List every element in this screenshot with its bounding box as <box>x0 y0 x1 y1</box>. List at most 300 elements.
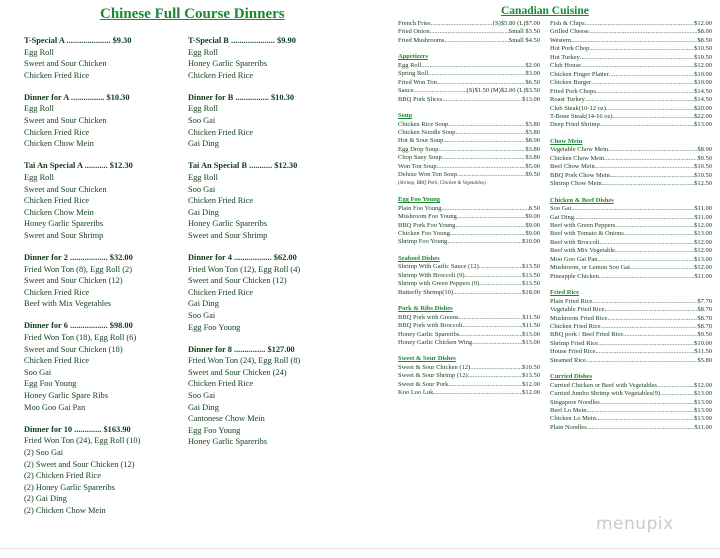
menu-item <box>398 20 540 28</box>
item-price: $10.50 <box>522 363 540 371</box>
item-price: $20.00 <box>694 104 712 112</box>
item-name: Shrimp with Green Peppers (9) <box>398 280 480 288</box>
dot-leader <box>438 146 525 154</box>
section-gap <box>550 130 712 134</box>
item-price: $13.00 <box>694 121 712 129</box>
dot-leader <box>457 171 525 179</box>
chinese-dinners-title: Chinese Full Course Dinners <box>100 6 285 22</box>
dinner-item: Soo Gai <box>188 184 216 194</box>
item-name: Chicken Rice Soup <box>398 120 449 128</box>
menu-item <box>550 180 712 188</box>
item-name: BBQ Pork Foo Young <box>398 221 456 229</box>
dinners-column-1 <box>24 35 176 527</box>
section-title: Seafood Dishes <box>398 254 440 262</box>
item-name: Beef with Tomato & Onions <box>550 230 624 238</box>
dinner-block <box>24 320 176 413</box>
menu-item <box>550 239 712 247</box>
menu-item <box>550 71 712 79</box>
dot-leader <box>596 88 694 96</box>
item-price: $11.50 <box>522 322 540 330</box>
dot-leader <box>660 390 694 398</box>
section-gap <box>550 189 712 193</box>
dot-leader <box>608 146 697 154</box>
dinner-item: Chicken Fried Rice <box>24 70 90 80</box>
dinner-item: Fried Won Ton (18), Egg Roll (6) <box>24 333 137 343</box>
item-name: House Fried Rice <box>550 348 596 356</box>
dinner-item: Soo Gai <box>24 367 52 377</box>
dinner-item: Chicken Chow Mein <box>24 139 94 149</box>
item-price: 8.50 <box>528 204 540 212</box>
dinner-item: Honey Garlic Spareribs <box>188 59 268 69</box>
dinner-item: Soo Gai <box>188 116 216 126</box>
item-price: $9.50 <box>697 331 712 339</box>
item-name: Chicken Burger <box>550 79 592 87</box>
item-price: $14.50 <box>694 96 712 104</box>
menu-column-4 <box>550 20 712 436</box>
item-name: Shrimp Foo Young <box>398 238 448 246</box>
dot-leader <box>437 163 526 171</box>
dinner-item: Sweet and Sour Chicken <box>24 184 107 194</box>
dinner-item: Chicken Fried Rice <box>188 196 254 206</box>
item-name: Grilled Cheese <box>550 28 589 36</box>
dot-leader <box>596 348 695 356</box>
menu-item <box>550 62 712 70</box>
dinner-block <box>24 160 176 241</box>
dinner-item: Chicken Fried Rice <box>24 287 90 297</box>
dinner-heading: Dinner for 8 ............... $127.00 <box>188 344 295 354</box>
menu-item <box>550 54 712 62</box>
dot-leader <box>442 205 529 213</box>
dinner-item: Sweet and Sour Shrimp <box>24 230 104 240</box>
dinner-item: Chicken Chow Mein <box>24 207 94 217</box>
dot-leader <box>613 113 695 121</box>
menu-item <box>398 96 540 104</box>
dot-leader <box>586 357 697 365</box>
item-price: $8.00 <box>525 137 540 145</box>
dot-leader <box>437 79 526 87</box>
item-price: $8.90 <box>697 146 712 154</box>
dinner-item: (2) Honey Garlic Spareribs <box>24 482 115 492</box>
dot-leader <box>604 155 697 163</box>
dot-leader <box>470 364 522 372</box>
dinner-item: Sweet and Sour Chicken (18) <box>24 344 123 354</box>
menu-item <box>550 348 712 356</box>
section-title: Sweet & Sour Dishes <box>398 355 456 363</box>
item-price: $8.50 <box>697 36 712 44</box>
item-price: $13.00 <box>694 390 712 398</box>
dot-leader <box>585 20 694 28</box>
item-name: Roast Turkey <box>550 96 585 104</box>
menu-item <box>550 340 712 348</box>
dinner-item: Moo Goo Gai Pan <box>24 402 86 412</box>
dinner-item: Soo Gai <box>188 391 216 401</box>
item-name: BBQ pork / Beef Fried Rice <box>550 331 624 339</box>
menu-item <box>550 357 712 365</box>
dinner-heading: Tai An Special B ........... $12.30 <box>188 161 298 171</box>
menu-item <box>398 238 540 246</box>
dinner-item: Egg Foo Young <box>188 322 241 332</box>
item-price: $3.80 <box>525 128 540 136</box>
menu-item <box>398 314 540 322</box>
item-price: $14.50 <box>694 87 712 95</box>
item-name: Chicken Fried Rice <box>550 322 601 330</box>
menu-item <box>398 230 540 238</box>
section-gap <box>550 281 712 285</box>
menu-item <box>398 381 540 389</box>
dot-leader <box>414 87 467 95</box>
item-name: Hot & Sour Soup <box>398 137 444 145</box>
dinner-heading: Dinner for 2 .................. $32.00 <box>24 253 133 262</box>
dot-leader <box>609 71 694 79</box>
item-name: Chop Suey Soup <box>398 154 442 162</box>
item-name: Shrimp With Broccoli (9) <box>398 271 465 279</box>
item-name: French Fries <box>398 20 431 27</box>
item-price: $11.00 <box>694 272 712 280</box>
item-price: $8.70 <box>697 314 712 322</box>
dinner-item: Honey Garlic Spareribs <box>24 219 104 229</box>
item-price: $12.00 <box>694 221 712 229</box>
menu-item <box>398 280 540 288</box>
item-name: Chicken Foo Young <box>398 229 450 237</box>
item-price: $13.50 <box>522 263 540 271</box>
dot-leader <box>615 222 694 230</box>
section-title: Appetizers <box>398 53 428 61</box>
dinner-block <box>188 92 340 150</box>
dot-leader <box>442 96 522 104</box>
dinner-block <box>24 252 176 310</box>
dot-leader <box>624 230 694 238</box>
menu-item <box>398 146 540 154</box>
item-price: $9.00 <box>525 221 540 229</box>
menu-item <box>550 298 712 306</box>
dot-leader <box>580 54 694 62</box>
item-name: Fried Onion <box>398 28 430 36</box>
bottom-divider <box>0 548 720 549</box>
menu-item <box>550 415 712 423</box>
canadian-cuisine-title: Canadian Cuisine <box>501 5 589 17</box>
item-price: $12.00 <box>694 62 712 70</box>
dinner-block <box>188 252 340 333</box>
menu-item <box>550 390 712 398</box>
item-price: $12.00 <box>694 20 712 27</box>
dinner-item: Egg Foo Young <box>188 425 241 435</box>
item-price: $3.00 <box>525 70 540 78</box>
section-title: Chicken & Beef Dishes <box>550 196 614 204</box>
item-name: Chicken Lo Mein <box>550 415 596 423</box>
dinner-item: Egg Roll <box>188 172 219 182</box>
item-price: $9.00 <box>525 213 540 221</box>
item-name: Won Ton Soup <box>398 162 437 170</box>
item-price: $5.00 <box>525 162 540 170</box>
dinner-item: Fried Won Ton (24), Egg Roll (10) <box>24 436 141 446</box>
item-name: Beef Chow Mein <box>550 163 595 171</box>
menu-item <box>398 331 540 339</box>
menu-item <box>398 137 540 145</box>
item-price: $11.00 <box>694 423 712 431</box>
dinner-item: Egg Foo Young <box>24 379 77 389</box>
item-name: Egg Roll <box>398 61 422 69</box>
section-gap <box>398 104 540 108</box>
item-name: Koo Loo Luk <box>398 389 434 397</box>
dot-leader <box>607 315 697 323</box>
menu-item <box>398 205 540 213</box>
dinner-item: Gai Ding <box>188 299 219 309</box>
item-name: Mushroom Fried Rice <box>550 314 608 322</box>
dinner-item: Chicken Fried Rice <box>188 287 254 297</box>
dot-leader <box>430 28 509 36</box>
dot-leader <box>472 339 522 347</box>
section-title: Soup <box>398 112 413 120</box>
item-price: $10.00 <box>522 238 540 246</box>
item-price: $13.00 <box>522 330 540 338</box>
menu-item <box>550 88 712 96</box>
item-price: Small $3.50 <box>508 28 540 36</box>
dot-leader <box>601 323 698 331</box>
item-name: BBQ Pork Chow Mein <box>550 171 610 179</box>
item-price: $5.80 <box>697 356 712 364</box>
menu-item <box>398 79 540 87</box>
dot-leader <box>453 289 522 297</box>
dot-leader <box>596 415 694 423</box>
dot-leader <box>589 28 698 36</box>
menu-item <box>398 37 540 45</box>
dot-leader <box>459 331 522 339</box>
item-price: $13.00 <box>694 230 712 238</box>
dinner-item: Gai Ding <box>188 139 219 149</box>
section-gap <box>398 347 540 351</box>
item-name: Plain Fried Rice <box>550 297 593 305</box>
dot-leader <box>599 239 694 247</box>
item-price: $13.50 <box>522 280 540 288</box>
dot-leader <box>630 264 694 272</box>
item-price: $10.50 <box>694 171 712 179</box>
menu-item <box>398 372 540 380</box>
dot-leader <box>444 37 508 45</box>
item-price: $12.00 <box>694 247 712 255</box>
item-name: Chicken Noodle Soup <box>398 128 456 136</box>
dot-leader <box>610 172 694 180</box>
dot-leader <box>606 105 694 113</box>
dinner-item: (2) Gai Ding <box>24 494 67 504</box>
dinner-item: Honey Garlic Spareribs <box>188 219 268 229</box>
dot-leader <box>592 298 697 306</box>
dot-leader <box>443 137 525 145</box>
dinner-item: Honey Garlic Spare Ribs <box>24 391 108 401</box>
item-name: Fried Won Ton <box>398 78 437 86</box>
menu-item <box>550 273 712 281</box>
section-title: Egg Foo Young <box>398 196 441 204</box>
dot-leader <box>589 45 694 53</box>
dot-leader <box>455 222 525 230</box>
dinner-item: Fried Won Ton (24), Egg Roll (8) <box>188 356 301 366</box>
menu-item <box>550 172 712 180</box>
menu-item <box>398 121 540 129</box>
menu-item <box>550 37 712 45</box>
dinner-heading: Dinner for 10 ............. $163.90 <box>24 424 131 434</box>
dinners-column-2 <box>188 35 340 459</box>
item-price: $12.00 <box>522 380 540 388</box>
item-price: $8.70 <box>697 322 712 330</box>
dot-leader <box>657 382 694 390</box>
item-name: Mushroom, or Lemon Soo Gai <box>550 264 630 272</box>
item-price: $12.00 <box>694 264 712 272</box>
dot-leader <box>465 272 523 280</box>
item-price: $9.50 <box>697 154 712 162</box>
item-name: Sweet & Sour Shrimp (12) <box>398 372 468 380</box>
item-name: Egg Drop Soup <box>398 145 439 153</box>
item-name: BBQ Pork with Broccoli <box>398 322 463 330</box>
menu-item <box>398 272 540 280</box>
menu-item <box>550 20 712 28</box>
menu-item <box>398 163 540 171</box>
dinner-block <box>188 160 340 241</box>
item-price: $12.00 <box>694 238 712 246</box>
item-name: Gai Ding <box>550 213 575 221</box>
item-name: Curried Chicken or Beef with Vegetables <box>550 381 657 389</box>
item-price: $11.50 <box>694 348 712 356</box>
dinner-item: Chicken Fried Rice <box>24 127 90 137</box>
menu-item <box>550 247 712 255</box>
item-name: Beef with Broccoli <box>550 238 600 246</box>
dot-leader <box>602 180 694 188</box>
dinner-item: Chicken Fried Rice <box>188 70 254 80</box>
item-price: $6.50 <box>525 78 540 86</box>
dot-leader <box>455 129 525 137</box>
dot-leader <box>462 322 522 330</box>
menu-item <box>550 79 712 87</box>
section-gap <box>550 365 712 369</box>
dinner-item: (2) Soo Gai <box>24 447 64 457</box>
menu-item <box>550 407 712 415</box>
menu-item <box>550 214 712 222</box>
dinner-item: Soo Gai <box>188 310 216 320</box>
dinner-item: Chicken Fried Rice <box>188 379 254 389</box>
item-name: Beef with Mix Vegetable <box>550 247 616 255</box>
menu-item <box>550 230 712 238</box>
dot-leader <box>433 389 522 397</box>
item-price: $18.00 <box>522 288 540 296</box>
item-name: Butterfly Shrimp(10) <box>398 288 454 296</box>
item-price: $10.50 <box>694 163 712 171</box>
menu-item <box>398 339 540 347</box>
dinner-item: Egg Roll <box>24 47 55 57</box>
dinner-item: Sweet and Sour Chicken (24) <box>188 367 287 377</box>
dinner-heading: Dinner for B ................ $10.30 <box>188 92 295 102</box>
dot-leader <box>600 399 694 407</box>
item-price: $13.00 <box>694 255 712 263</box>
item-name: Chicken Chow Mein <box>550 154 605 162</box>
dinner-item: Chicken Fried Rice <box>24 356 90 366</box>
section-gap <box>550 432 712 436</box>
menu-item <box>398 154 540 162</box>
dot-leader <box>442 154 526 162</box>
menu-item <box>398 87 540 95</box>
dinner-heading: T-Special A ..................... $9.30 <box>24 36 132 45</box>
dot-leader <box>600 121 694 129</box>
item-price: $9.00 <box>525 229 540 237</box>
item-price: $11.00 <box>694 213 712 221</box>
menu-item <box>550 323 712 331</box>
watermark-logo: menupix <box>596 514 674 534</box>
menu-item <box>550 205 712 213</box>
menu-item <box>398 389 540 397</box>
dot-leader <box>431 20 493 28</box>
item-price: (S)$1.50 (M)$2.00 (L)$3.50 <box>466 87 540 95</box>
item-price: $8.00 <box>697 28 712 36</box>
dot-leader <box>623 331 697 339</box>
dinner-item: Sweet and Sour Chicken (12) <box>24 276 123 286</box>
dinner-heading: Dinner for 4 .................. $62.00 <box>188 253 297 262</box>
dot-leader <box>457 213 526 221</box>
dinner-block <box>24 424 176 517</box>
item-name: Club House <box>550 62 581 70</box>
menu-item <box>398 129 540 137</box>
dot-leader <box>574 214 694 222</box>
menu-item <box>398 322 540 330</box>
item-name: Club Steak(10-12 oz) <box>550 104 606 112</box>
item-price: $12.00 <box>694 381 712 389</box>
item-name: Hot Pork Chop <box>550 45 590 53</box>
dinner-item: Egg Roll <box>188 47 219 57</box>
dot-leader <box>571 205 694 213</box>
menu-item <box>550 96 712 104</box>
dinner-block <box>188 35 340 81</box>
item-name: BBQ Pork with Greens <box>398 313 459 321</box>
menu-item <box>550 155 712 163</box>
item-name: Plain Foo Young <box>398 204 442 212</box>
dinner-block <box>24 35 176 81</box>
dinner-item: Sweet and Sour Shrimp <box>188 230 268 240</box>
dinner-block <box>24 92 176 150</box>
dinner-item: Gai Ding <box>188 402 219 412</box>
item-price: $3.80 <box>525 154 540 162</box>
menu-item <box>550 222 712 230</box>
menu-item <box>398 289 540 297</box>
dot-leader <box>615 247 694 255</box>
item-name: Sweet & Sour Chicken (12) <box>398 363 471 371</box>
item-price: $13.00 <box>522 338 540 346</box>
dot-leader <box>479 263 522 271</box>
dinner-item: Gai Ding <box>188 207 219 217</box>
dinner-item: (2) Chicken Chow Mein <box>24 505 106 515</box>
item-price: Small $4.50 <box>508 36 540 44</box>
menu-item <box>550 121 712 129</box>
dinner-item: Sweet and Sour Chicken <box>24 116 107 126</box>
item-price: $3.80 <box>525 120 540 128</box>
item-name: Hot Turkey <box>550 53 580 61</box>
dinner-item: (2) Sweet and Sour Chicken (12) <box>24 459 135 469</box>
item-name: Pineapple Chicken <box>550 272 599 280</box>
dot-leader <box>599 273 694 281</box>
item-price: $13.50 <box>522 271 540 279</box>
section-note: (Shrimp, BBQ Pork, Chicken & Vegetables) <box>398 180 486 186</box>
menu-item <box>550 315 712 323</box>
item-name: Soo Gai <box>550 205 572 213</box>
dot-leader <box>587 424 695 432</box>
menu-item <box>398 213 540 221</box>
section-gap <box>398 297 540 301</box>
dinner-heading: Dinner for 6 .................. $98.00 <box>24 321 133 331</box>
item-price: $13.00 <box>522 95 540 103</box>
dot-leader <box>421 62 525 70</box>
item-price: $10.50 <box>694 45 712 53</box>
dinner-item: Fried Won Ton (12), Egg Roll (4) <box>188 264 301 274</box>
item-price: $10.50 <box>694 53 712 61</box>
item-name: Deep Fried Shrimp <box>550 121 600 129</box>
item-name: Fried Mushrooms <box>398 36 445 44</box>
item-name: Singapore Noodles <box>550 398 600 406</box>
section-title: Pork & Ribs Dishes <box>398 305 453 313</box>
